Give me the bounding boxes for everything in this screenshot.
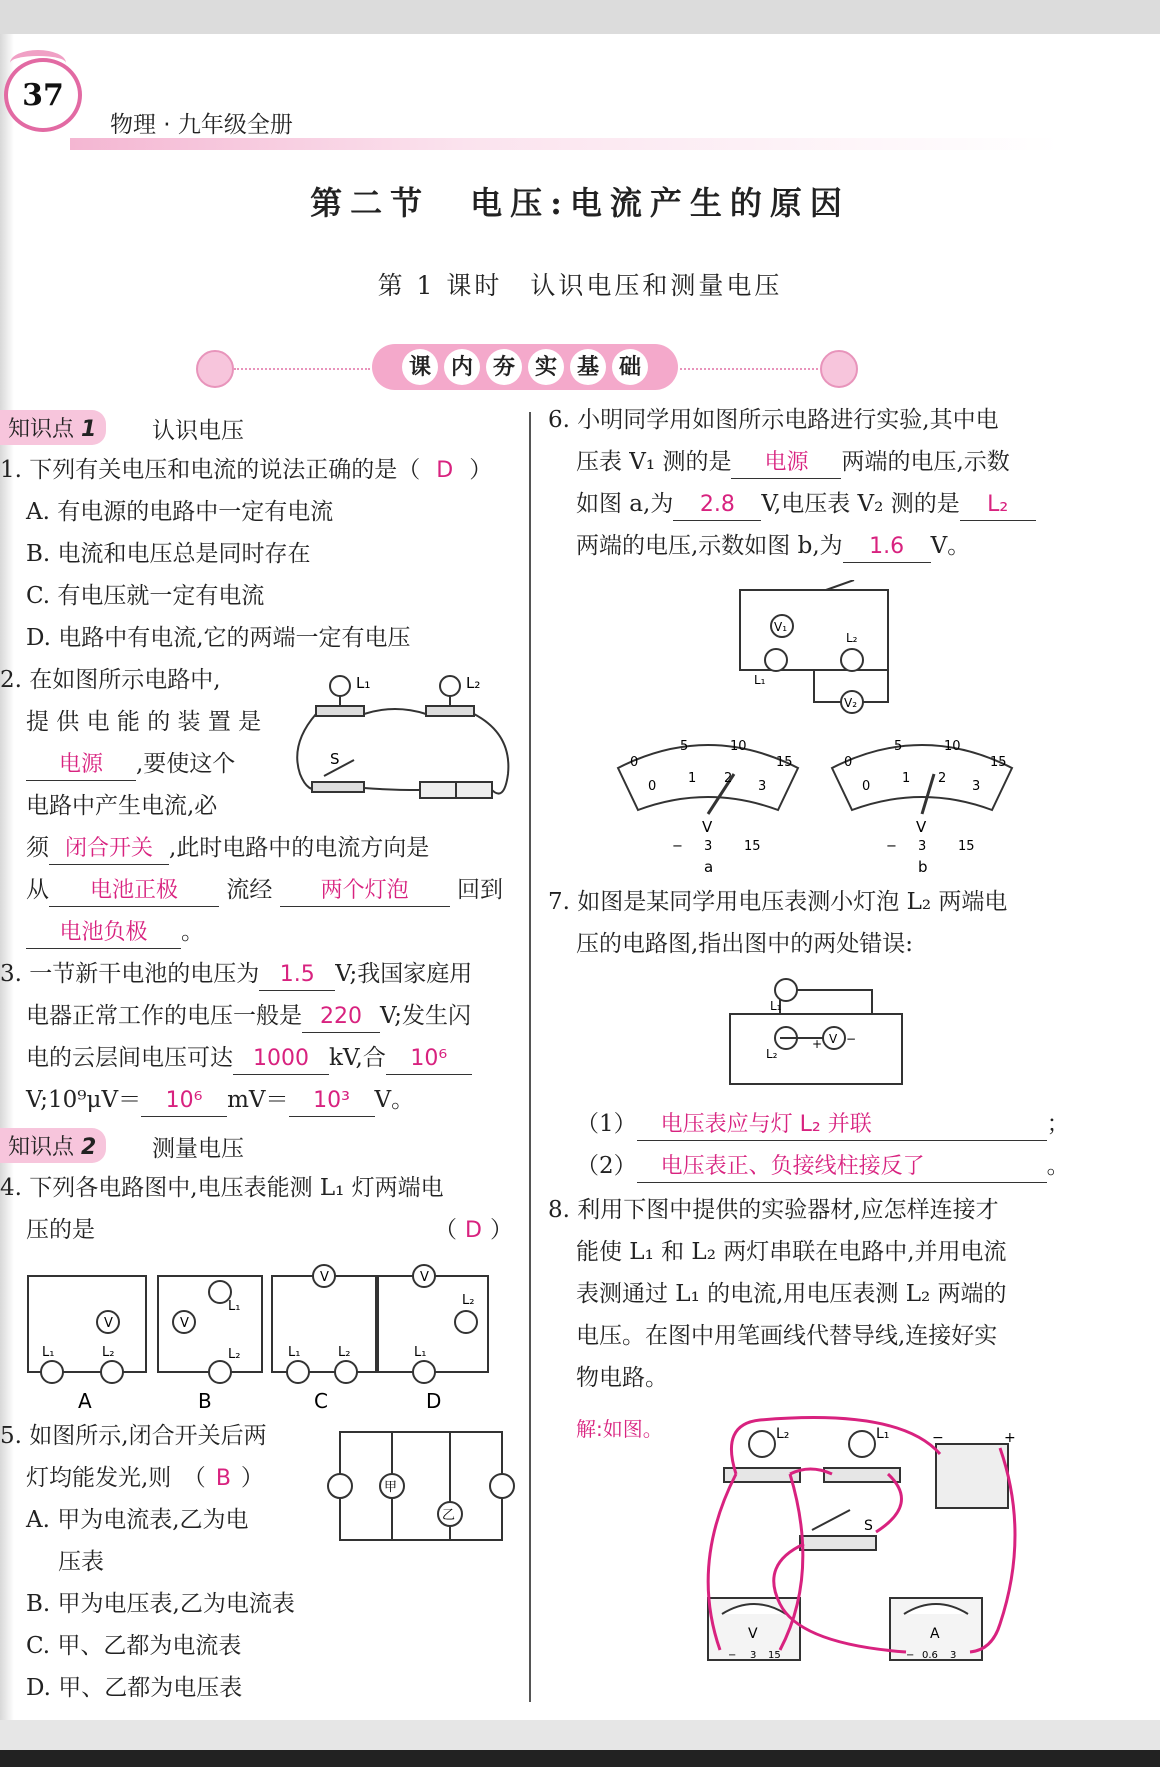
fig7-plus: + bbox=[812, 1037, 823, 1051]
fig6-l1: L₁ bbox=[754, 673, 766, 687]
fig6a-scale: 1 bbox=[688, 771, 697, 786]
fig6-v2: V₂ bbox=[844, 696, 858, 710]
banner-dotted-line bbox=[234, 368, 370, 370]
knowledge-point-1-name: 认识电压 bbox=[152, 418, 244, 444]
fig8-v: V bbox=[748, 1626, 758, 1642]
question-2-line: 电池负极 。 bbox=[26, 918, 204, 949]
fig5-yi: 乙 bbox=[442, 1508, 456, 1523]
question-5-option: C. 甲、乙都为电流表 bbox=[26, 1633, 242, 1659]
fig4-label-c: C bbox=[314, 1389, 328, 1412]
fig7-l2: L₂ bbox=[766, 1047, 778, 1061]
fig4-l2: L₂ bbox=[338, 1345, 351, 1360]
fig5-jia: 甲 bbox=[384, 1480, 398, 1495]
lesson-title: 第 1 课时 认识电压和测量电压 bbox=[377, 271, 783, 300]
fig4-v-symbol: V bbox=[320, 1270, 329, 1285]
question-1-option: A. 有电源的电路中一定有电流 bbox=[26, 499, 334, 525]
fig6b-terminal-3: 3 bbox=[918, 839, 927, 854]
question-4-line: 压的是 bbox=[26, 1217, 95, 1243]
fig6b-scale: 15 bbox=[990, 755, 1007, 770]
question-8-line: 表测通过 L₁ 的电流,用电压表测 L₂ 两端的 bbox=[576, 1281, 1007, 1307]
fig6b-v: V bbox=[916, 818, 927, 836]
banner-char: 础 bbox=[612, 349, 648, 385]
fig8-a: A bbox=[930, 1626, 940, 1642]
page-number: 37 bbox=[4, 58, 82, 132]
fig8-a-terminal: − bbox=[906, 1650, 915, 1661]
fig4-l1: L₁ bbox=[228, 1299, 241, 1314]
fig6a-scale: 15 bbox=[776, 755, 793, 770]
banner-char: 实 bbox=[528, 349, 564, 385]
question-6-line: 如图 a,为 2.8 V,电压表 V₂ 测的是 L₂ bbox=[576, 490, 1036, 521]
screen-top-bar bbox=[0, 0, 1160, 34]
knowledge-point-1-tag: 知识点 1 bbox=[0, 410, 106, 445]
fig7-v: V bbox=[829, 1032, 838, 1046]
fig8-l1: L₁ bbox=[876, 1426, 890, 1442]
knowledge-point-2-tag: 知识点 2 bbox=[0, 1128, 106, 1163]
fig6a-scale: 0 bbox=[630, 755, 639, 770]
fig7-l1: L₁ bbox=[770, 999, 782, 1013]
banner-pill bbox=[372, 344, 678, 390]
fig6a-terminal-15: 15 bbox=[744, 839, 761, 854]
question-1-option: C. 有电压就一定有电流 bbox=[26, 583, 265, 609]
banner-char: 夯 bbox=[486, 349, 522, 385]
question-6-meters bbox=[612, 728, 1032, 876]
fig4-l2: L₂ bbox=[462, 1293, 475, 1308]
fig2-label-s: S bbox=[330, 750, 340, 768]
question-7-answer-1: （1） 电压表应与灯 L₂ 并联 ； bbox=[576, 1110, 1070, 1141]
question-8-line: 物电路。 bbox=[576, 1365, 668, 1391]
question-4-line: 4. 下列各电路图中,电压表能测 L₁ 灯两端电 bbox=[0, 1175, 444, 1201]
fig4-v-symbol: V bbox=[420, 1270, 429, 1285]
question-2-line: 电源 ,要使这个 bbox=[26, 750, 235, 781]
question-5-circuit-figure bbox=[326, 1428, 516, 1546]
fig6a-scale: 10 bbox=[730, 739, 747, 754]
fig4-l2: L₂ bbox=[228, 1347, 241, 1362]
fig8-v-terminal: − bbox=[728, 1650, 737, 1661]
question-1-stem: 1. 下列有关电压和电流的说法正确的是（ D ） bbox=[0, 457, 493, 483]
question-2-line: 从 电池正极 流经 两个灯泡 回到 bbox=[26, 876, 503, 907]
banner-char: 课 bbox=[402, 349, 438, 385]
question-7-line: 压的电路图,指出图中的两处错误: bbox=[576, 931, 914, 957]
column-divider bbox=[529, 412, 531, 1702]
fig4-l1: L₁ bbox=[414, 1345, 427, 1360]
fig6a-terminal-3: 3 bbox=[704, 839, 713, 854]
question-3-line: 3. 一节新干电池的电压为 1.5 V;我国家庭用 bbox=[0, 960, 472, 991]
fig6b-scale: 2 bbox=[938, 771, 947, 786]
question-8-line: 能使 L₁ 和 L₂ 两灯串联在电路中,并用电流 bbox=[576, 1239, 1007, 1265]
fig8-a-terminal: 0.6 bbox=[922, 1650, 938, 1661]
fig6a-scale: 3 bbox=[758, 779, 767, 794]
question-2-line: 电路中产生电流,必 bbox=[26, 793, 218, 819]
question-7-circuit-figure bbox=[724, 976, 910, 1096]
fig2-label-l2: L₂ bbox=[466, 674, 481, 692]
question-8-line: 电压。在图中用笔画线代替导线,连接好实 bbox=[576, 1323, 998, 1349]
fig2-label-l1: L₁ bbox=[356, 674, 371, 692]
question-5-line: 5. 如图所示,闭合开关后两 bbox=[0, 1423, 267, 1449]
fig8-s: S bbox=[864, 1518, 873, 1534]
fig6a-terminal-minus: − bbox=[672, 839, 683, 854]
fig8-battery-minus: − bbox=[932, 1430, 944, 1446]
question-7-line: 7. 如图是某同学用电压表测小灯泡 L₂ 两端电 bbox=[548, 889, 1008, 915]
fig6b-scale: 1 bbox=[902, 771, 911, 786]
screen-bottom-strip bbox=[0, 1750, 1160, 1767]
fig6b-terminal-15: 15 bbox=[958, 839, 975, 854]
question-1-option: B. 电流和电压总是同时存在 bbox=[26, 541, 311, 567]
question-8-solution: 解:如图。 bbox=[576, 1417, 663, 1441]
fig6-l2: L₂ bbox=[846, 631, 858, 645]
question-5-option: A. 甲为电流表,乙为电 bbox=[26, 1507, 249, 1533]
question-7-answer-2: （2） 电压表正、负接线柱接反了 。 bbox=[576, 1152, 1070, 1183]
book-title: 物理 · 九年级全册 bbox=[110, 112, 293, 138]
question-6-line: 6. 小明同学用如图所示电路进行实验,其中电 bbox=[548, 407, 999, 433]
banner-dot-left bbox=[196, 350, 234, 388]
question-2-line: 提 供 电 能 的 装 置 是 bbox=[26, 709, 262, 735]
fig6-label-b: b bbox=[918, 858, 928, 876]
knowledge-point-2-name: 测量电压 bbox=[152, 1136, 244, 1162]
fig8-l2: L₂ bbox=[776, 1426, 790, 1442]
fig7-minus: − bbox=[846, 1032, 857, 1046]
question-4-circuit-figures bbox=[22, 1262, 502, 1412]
question-5-option: 压表 bbox=[58, 1549, 104, 1575]
fig4-l1: L₁ bbox=[288, 1345, 301, 1360]
banner-dotted-line bbox=[680, 368, 818, 370]
fig6a-v: V bbox=[702, 818, 713, 836]
fig4-l1: L₁ bbox=[42, 1345, 55, 1360]
fig6b-scale: 0 bbox=[862, 779, 871, 794]
fig6b-scale: 10 bbox=[944, 739, 961, 754]
question-6-circuit-figure bbox=[734, 580, 900, 720]
fig8-v-terminal: 3 bbox=[750, 1650, 757, 1661]
fig6a-scale: 2 bbox=[724, 771, 733, 786]
question-5-line: 灯均能发光,则 （ B ） bbox=[26, 1465, 264, 1491]
question-5-option: B. 甲为电压表,乙为电流表 bbox=[26, 1591, 295, 1617]
question-8-line: 8. 利用下图中提供的实验器材,应怎样连接才 bbox=[548, 1197, 999, 1223]
fig8-battery-plus: + bbox=[1004, 1430, 1016, 1446]
section-banner bbox=[196, 344, 856, 394]
fig6b-terminal-minus: − bbox=[886, 839, 897, 854]
banner-char: 内 bbox=[444, 349, 480, 385]
fig6-v1: V₁ bbox=[774, 620, 788, 634]
fig4-v-symbol: V bbox=[104, 1316, 113, 1331]
banner-char: 基 bbox=[570, 349, 606, 385]
question-5-option: D. 甲、乙都为电压表 bbox=[26, 1675, 243, 1701]
question-2-line: 须 闭合开关 ,此时电路中的电流方向是 bbox=[26, 834, 429, 865]
question-4-answer: （ D ） bbox=[434, 1217, 513, 1243]
fig4-label-a: A bbox=[78, 1389, 92, 1412]
question-1-option: D. 电路中有电流,它的两端一定有电压 bbox=[26, 625, 411, 651]
fig8-v-terminal: 15 bbox=[768, 1650, 781, 1661]
fig8-a-terminal: 3 bbox=[950, 1650, 957, 1661]
header-rule bbox=[70, 138, 1060, 150]
fig4-v-symbol: V bbox=[180, 1316, 189, 1331]
fig4-label-d: D bbox=[426, 1389, 442, 1412]
fig6-label-a: a bbox=[704, 858, 714, 876]
fig6b-scale: 0 bbox=[844, 755, 853, 770]
section-title: 第二节 电压:电流产生的原因 bbox=[310, 184, 850, 222]
banner-dot-right bbox=[820, 350, 858, 388]
fig6a-scale: 5 bbox=[680, 739, 689, 754]
fig6b-scale: 3 bbox=[972, 779, 981, 794]
question-6-line: 两端的电压,示数如图 b,为 1.6 V。 bbox=[576, 532, 970, 563]
fig4-l2: L₂ bbox=[102, 1345, 115, 1360]
fig4-label-b: B bbox=[198, 1389, 212, 1412]
question-3-line: 电的云层间电压可达 1000 kV,合 10⁶ bbox=[26, 1044, 472, 1075]
question-3-line: 电器正常工作的电压一般是 220 V;发生闪 bbox=[26, 1002, 471, 1033]
question-8-wiring-figure bbox=[700, 1414, 1030, 1678]
fig6a-scale: 0 bbox=[648, 779, 657, 794]
question-2-line: 2. 在如图所示电路中, bbox=[0, 667, 221, 693]
fig6b-scale: 5 bbox=[894, 739, 903, 754]
question-6-line: 压表 V₁ 测的是 电源 两端的电压,示数 bbox=[576, 448, 1010, 479]
question-2-circuit-figure bbox=[290, 664, 518, 814]
question-3-line: V;10⁹μV＝ 10⁶ mV＝ 10³ V。 bbox=[26, 1086, 414, 1117]
